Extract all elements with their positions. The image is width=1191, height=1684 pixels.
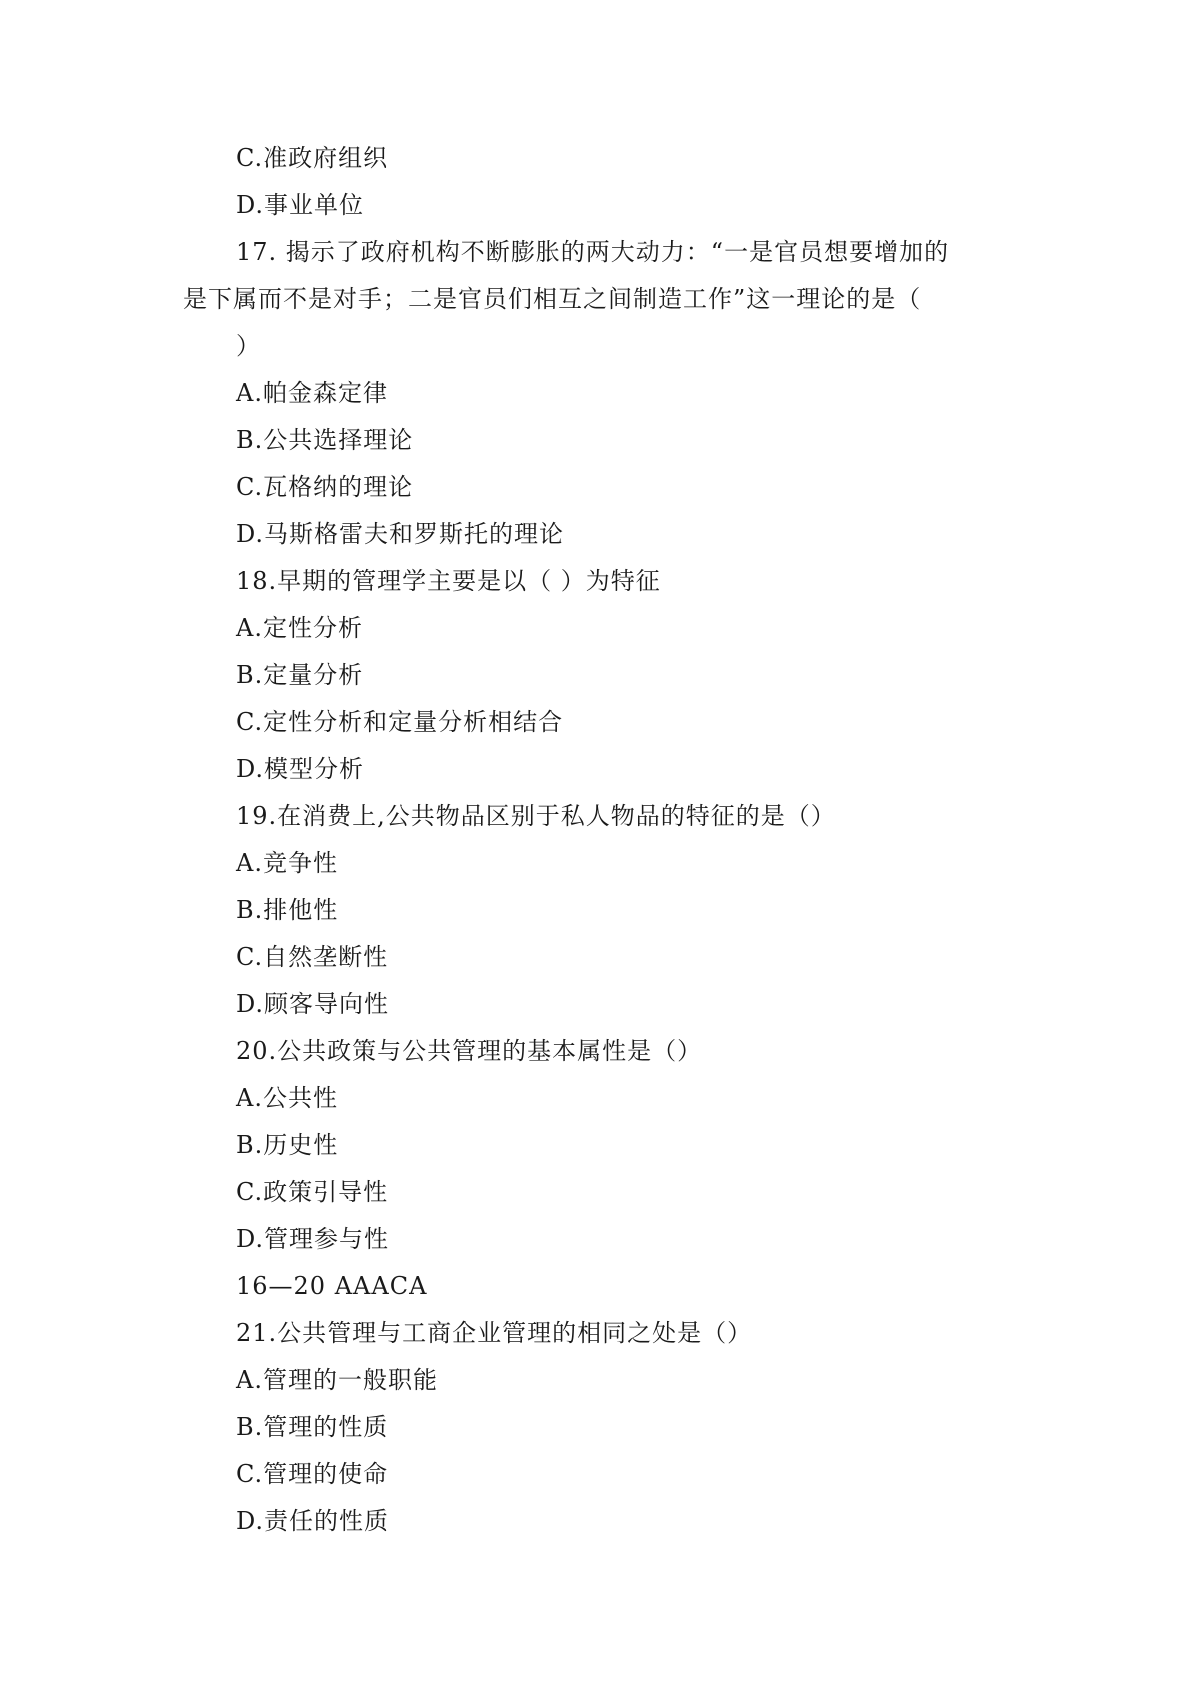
question-17-line-1: 17. 揭示了政府机构不断膨胀的两大动力：“一是官员想要增加的 bbox=[236, 238, 950, 266]
option-20-a: A.公共性 bbox=[236, 1084, 338, 1112]
option-20-c: C.政策引导性 bbox=[236, 1178, 389, 1206]
question-17-line-2: 是下属而不是对手；二是官员们相互之间制造工作”这一理论的是（ bbox=[183, 285, 922, 313]
question-17-line-3: ） bbox=[236, 332, 261, 360]
option-18-c: C.定性分析和定量分析相结合 bbox=[236, 708, 564, 736]
option-21-b: B.管理的性质 bbox=[236, 1413, 389, 1441]
question-21: 21.公共管理与工商企业管理的相同之处是（） bbox=[236, 1319, 753, 1347]
option-18-a: A.定性分析 bbox=[236, 614, 363, 642]
option-16-c: C.准政府组织 bbox=[236, 144, 389, 172]
option-18-d: D.模型分析 bbox=[236, 755, 365, 783]
option-20-d: D.管理参与性 bbox=[236, 1225, 390, 1253]
option-19-b: B.排他性 bbox=[236, 896, 339, 924]
option-17-a: A.帕金森定律 bbox=[236, 379, 388, 407]
question-20: 20.公共政策与公共管理的基本属性是（） bbox=[236, 1037, 703, 1065]
option-17-d: D.马斯格雷夫和罗斯托的理论 bbox=[236, 520, 565, 548]
option-21-d: D.责任的性质 bbox=[236, 1507, 390, 1535]
option-19-d: D.顾客导向性 bbox=[236, 990, 390, 1018]
option-19-c: C.自然垄断性 bbox=[236, 943, 389, 971]
option-17-b: B.公共选择理论 bbox=[236, 426, 414, 454]
option-19-a: A.竞争性 bbox=[236, 849, 338, 877]
option-21-a: A.管理的一般职能 bbox=[236, 1366, 438, 1394]
option-18-b: B.定量分析 bbox=[236, 661, 364, 689]
option-20-b: B.历史性 bbox=[236, 1131, 339, 1159]
question-18: 18.早期的管理学主要是以（ ）为特征 bbox=[236, 567, 661, 595]
question-19: 19.在消费上,公共物品区别于私人物品的特征的是（） bbox=[236, 802, 836, 830]
option-16-d: D.事业单位 bbox=[236, 191, 365, 219]
option-17-c: C.瓦格纳的理论 bbox=[236, 473, 414, 501]
answer-key-16-20: 16—20 AAACA bbox=[236, 1272, 428, 1300]
option-21-c: C.管理的使命 bbox=[236, 1460, 389, 1488]
